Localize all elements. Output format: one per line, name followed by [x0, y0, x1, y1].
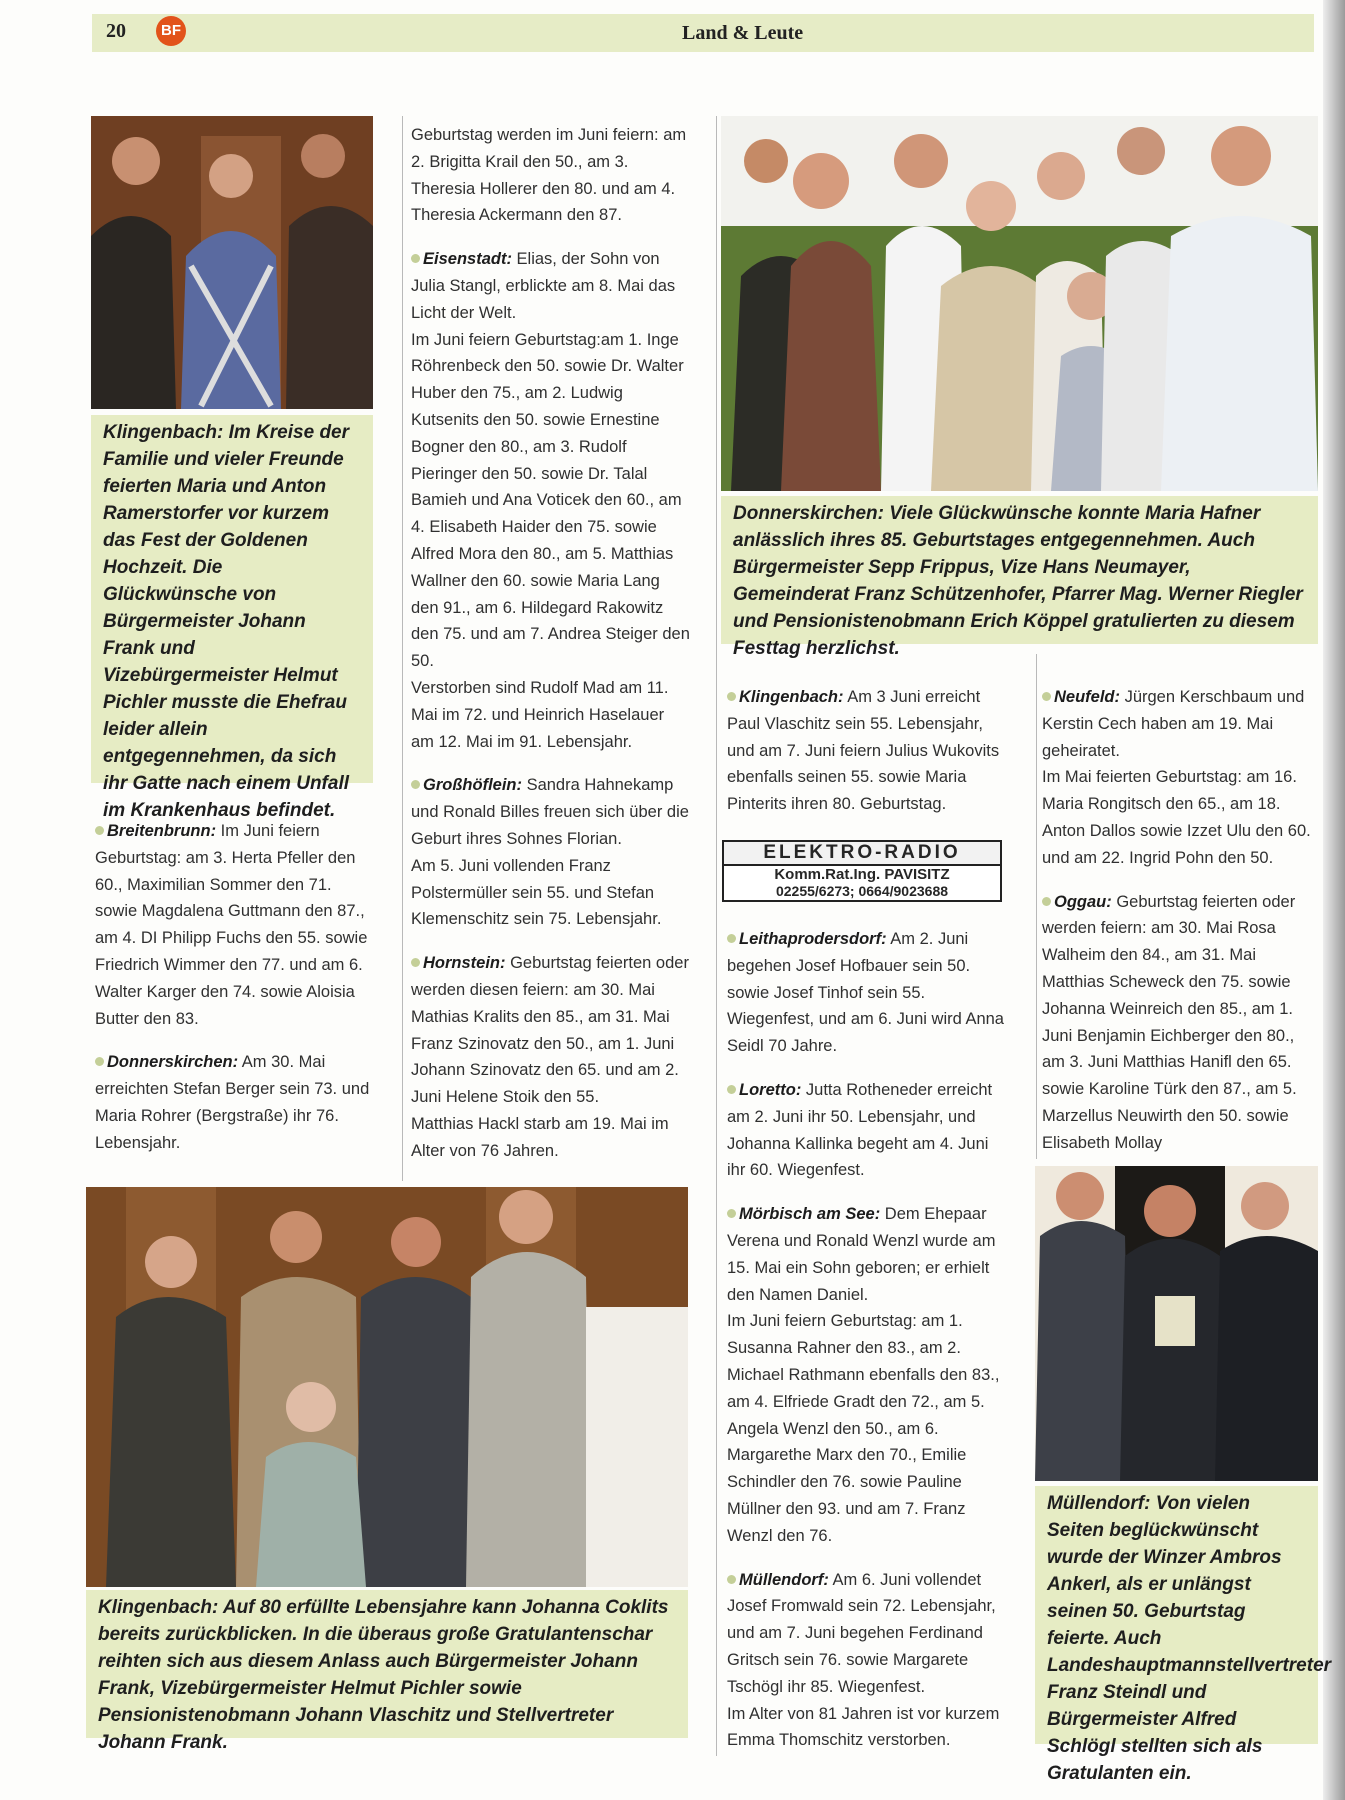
ad-phone: 02255/6273; 0664/9023688	[775, 883, 949, 899]
article-text: Geburtstag feierten oder werden feiern: am 30. Mai Rosa Walheim den 84., am 31. Mai Matthias Scheweck den 75. sowie Johanna Weinreich den 85., am 1. Juni Benjamin Eichberger den 80., am 3. Juni Matthias Hanifl den 65. sowie Karoline Türk den 87., am 5. Marzellus Neuwirth den 50. sowie Elisabeth Mollay	[1042, 892, 1297, 1152]
article-klingenbach	[727, 684, 1007, 818]
article-hornstein	[411, 950, 691, 1164]
article-text: Geburtstag feierten oder werden diesen feiern: am 30. Mai Mathias Kralits den 85., am 31. Mai Franz Szinovatz den 50., am 1. Juni Johann Szinovatz den 65. und am 2. Juni Helene Stoik den 55.	[411, 954, 689, 1107]
place-name: Müllendorf:	[739, 1570, 829, 1589]
article-text: Am 5. Juni vollenden Franz Polstermüller sein 55. und Stefan Klemenschitz sein 75. Lebensjahr.	[411, 856, 662, 929]
article-eisenstadt	[411, 246, 691, 755]
page-number: 20	[106, 20, 126, 42]
photo-klingenbach-golden-wedding	[91, 116, 373, 409]
column-3-text-top	[727, 684, 1007, 835]
place-name: Oggau:	[1054, 892, 1112, 911]
article-text: Dem Ehepaar Verena und Ronald Wenzl wurde am 15. Mai ein Sohn geboren; er erhielt den Namen Daniel.	[727, 1205, 996, 1304]
bullet-icon	[727, 1209, 736, 1218]
article-text: Jutta Rotheneder erreicht am 2. Juni ihr 50. Lebensjahr, und Johanna Kallinka begeht am 4. Juni ihr 60. Wiegenfest.	[727, 1080, 993, 1180]
bullet-icon	[727, 1085, 736, 1094]
column-4-text	[1042, 684, 1320, 1174]
page-header	[92, 14, 1314, 52]
article-muellendorf	[727, 1567, 1007, 1755]
photo-muellendorf-birthday	[1035, 1166, 1318, 1481]
column-divider	[402, 116, 403, 1181]
bullet-icon	[727, 1575, 736, 1584]
caption-muellendorf-birthday: Müllendorf: Von vielen Seiten beglückwünscht wurde der Winzer Ambros Ankerl, als er unlängst seinen 50. Geburtstag feierte. Auch Landeshauptmannstellvertreter Franz Steindl und Bürgermeister Alfred Schlögl stellten sich als Gratulanten ein.	[1035, 1486, 1318, 1744]
article-leithaprodersdorf	[727, 926, 1007, 1060]
place-name: Loretto:	[739, 1080, 802, 1099]
bullet-icon	[411, 958, 420, 967]
place-name: Klingenbach:	[739, 688, 844, 706]
photo-klingenbach-80th-birthday	[86, 1187, 688, 1587]
article-donnerskirchen	[95, 1049, 373, 1156]
photo-donnerskirchen-group	[721, 116, 1318, 491]
article-grosshoeflein	[411, 772, 691, 933]
article-text: Im Juni feiern Geburtstag: am 1. Susanna Rahner den 83., am 2. Michael Rathmann ebenfalls den 83., am 4. Elfriede Gradt den 72., am 5. Angela Wenzl den 50., am 6. Margarethe Marx den 70., Emilie Schindler den 76. sowie Pauline Müllner den 93. und am 7. Franz Wenzl den 76.	[727, 1312, 1000, 1545]
place-name: Leithaprodersdorf:	[739, 930, 887, 948]
place-name: Neufeld:	[1054, 688, 1120, 706]
bullet-icon	[95, 826, 104, 835]
ad-owner: Komm.Rat.Ing. PAVISITZ	[774, 866, 950, 883]
ad-title: ELEKTRO-RADIO	[724, 842, 1000, 866]
advertisement-elektro-radio	[722, 840, 1002, 902]
article-text: Verstorben sind Rudolf Mad am 11. Mai im 72. und Heinrich Haselauer am 12. Mai im 91. Lebensjahr.	[411, 678, 669, 751]
bullet-icon	[1042, 692, 1051, 701]
column-divider	[716, 116, 717, 1756]
column-2-text	[411, 122, 691, 1181]
article-text: Im Juni feiern Geburtstag: am 3. Herta Pfeller den 60., Maximilian Sommer den 71. sowie Magdalena Guttmann den 87., am 4. DI Philipp Fuchs den 55. sowie Friedrich Wimmer den 77. und am 6. Walter Karger den 74. sowie Aloisia Butter den 83.	[95, 822, 368, 1028]
bullet-icon	[95, 1057, 104, 1066]
article-moerbisch	[727, 1201, 1007, 1549]
article-text: Sandra Hahnekamp und Ronald Billes freuen sich über die Geburt ihres Sohnes Florian.	[411, 776, 689, 848]
article-continued: Geburtstag werden im Juni feiern: am 2. Brigitta Krail den 50., am 3. Theresia Hollerer den 80. und am 4. Theresia Ackermann den 87.	[411, 126, 687, 225]
article-text: Jürgen Kerschbaum und Kerstin Cech haben am 19. Mai geheiratet.	[1042, 688, 1305, 760]
bf-logo-icon: BF	[156, 16, 186, 46]
bullet-icon	[727, 934, 736, 943]
article-text: Im Mai feierten Geburtstag: am 16. Maria Rongitsch den 65., am 18. Anton Dallos sowie Izzet Ulu den 60. und am 22. Ingrid Pohn den 50.	[1042, 768, 1311, 867]
article-text: Matthias Hackl starb am 19. Mai im Alter von 76 Jahren.	[411, 1114, 669, 1160]
column-divider	[1036, 654, 1037, 1159]
article-text: Am 30. Mai erreichten Stefan Berger sein 73. und Maria Rohrer (Bergstraße) ihr 76. Lebensjahr.	[95, 1053, 370, 1152]
place-name: Breitenbrunn:	[107, 822, 217, 840]
place-name: Hornstein:	[423, 954, 506, 973]
column-1-text	[95, 818, 373, 1174]
article-neufeld	[1042, 684, 1320, 872]
article-text: Am 2. Juni begehen Josef Hofbauer sein 50. sowie Josef Tinhof sein 55. Wiegenfest, und am 6. Juni wird Anna Seidl 70 Jahre.	[727, 930, 1004, 1056]
article-loretto	[727, 1077, 1007, 1184]
place-name: Mörbisch am See:	[739, 1205, 881, 1224]
bullet-icon	[1042, 897, 1051, 906]
bullet-icon	[411, 254, 420, 263]
place-name: Eisenstadt:	[423, 250, 512, 269]
article-text: Im Alter von 81 Jahren ist vor kurzem Emma Thomschitz verstorben.	[727, 1704, 1000, 1750]
page-edge-shadow	[1323, 0, 1345, 1800]
article-text: Am 3 Juni erreicht Paul Vlaschitz sein 55. Lebensjahr, und am 7. Juni feiern Julius Wukovits ebenfalls seinen 55. sowie Maria Pinterits ihren 80. Geburtstag.	[727, 688, 1000, 814]
column-3-text-bottom	[727, 926, 1007, 1771]
article-text: Im Juni feiern Geburtstag:am 1. Inge Röhrenbeck den 50. sowie Dr. Walter Huber den 75., am 2. Ludwig Kutsenits den 50. sowie Ernestine Bogner den 80., am 3. Rudolf Pieringer den 50. sowie Dr. Talal Bamieh und Ana Voticek den 60., am 4. Elisabeth Haider den 75. sowie Alfred Mora den 80., am 5. Matthias Wallner den 60. sowie Maria Lang den 91., am 6. Hildegard Rakowitz den 75. und am 7. Andrea Steiger den 50.	[411, 330, 690, 671]
section-title: Land & Leute	[682, 22, 804, 44]
place-name: Großhöflein:	[423, 776, 522, 795]
article-oggau	[1042, 889, 1320, 1157]
caption-klingenbach-golden-wedding: Klingenbach: Im Kreise der Familie und vieler Freunde feierten Maria und Anton Ramerstorfer vor kurzem das Fest der Goldenen Hochzeit. Die Glückwünsche von Bürgermeister Johann Frank und Vizebürgermeister Helmut Pichler musste die Ehefrau leider allein entgegennehmen, da sich ihr Gatte nach einem Unfall im Krankenhaus befindet.	[91, 415, 373, 783]
place-name: Donnerskirchen:	[107, 1053, 239, 1072]
article-breitenbrunn	[95, 818, 373, 1032]
article-text: Elias, der Sohn von Julia Stangl, erblickte am 8. Mai das Licht der Welt.	[411, 250, 676, 322]
bullet-icon	[727, 692, 736, 701]
article-text: Am 6. Juni vollendet Josef Fromwald sein 72. Lebensjahr, und am 7. Juni begehen Ferdinand Gritsch sein 76. sowie Margarete Tschögl ihr 85. Wiegenfest.	[727, 1570, 996, 1696]
caption-donnerskirchen-group: Donnerskirchen: Viele Glückwünsche konnte Maria Hafner anlässlich ihres 85. Geburtstages entgegennehmen. Auch Bürgermeister Sepp Frippus, Vize Hans Neumayer, Gemeinderat Franz Schützenhofer, Pfarrer Mag. Werner Riegler und Pensionistenobmann Erich Köppel gratulierten zu diesem Festtag herzlichst.	[721, 496, 1318, 644]
caption-klingenbach-80th-birthday: Klingenbach: Auf 80 erfüllte Lebensjahre kann Johanna Coklits bereits zurückblicken. In die überaus große Gratulantenschar reihten sich aus diesem Anlass auch Bürgermeister Johann Frank, Vizebürgermeister Helmut Pichler sowie Pensionistenobmann Johann Vlaschitz und Stellvertreter Johann Frank.	[86, 1590, 688, 1738]
bullet-icon	[411, 780, 420, 789]
